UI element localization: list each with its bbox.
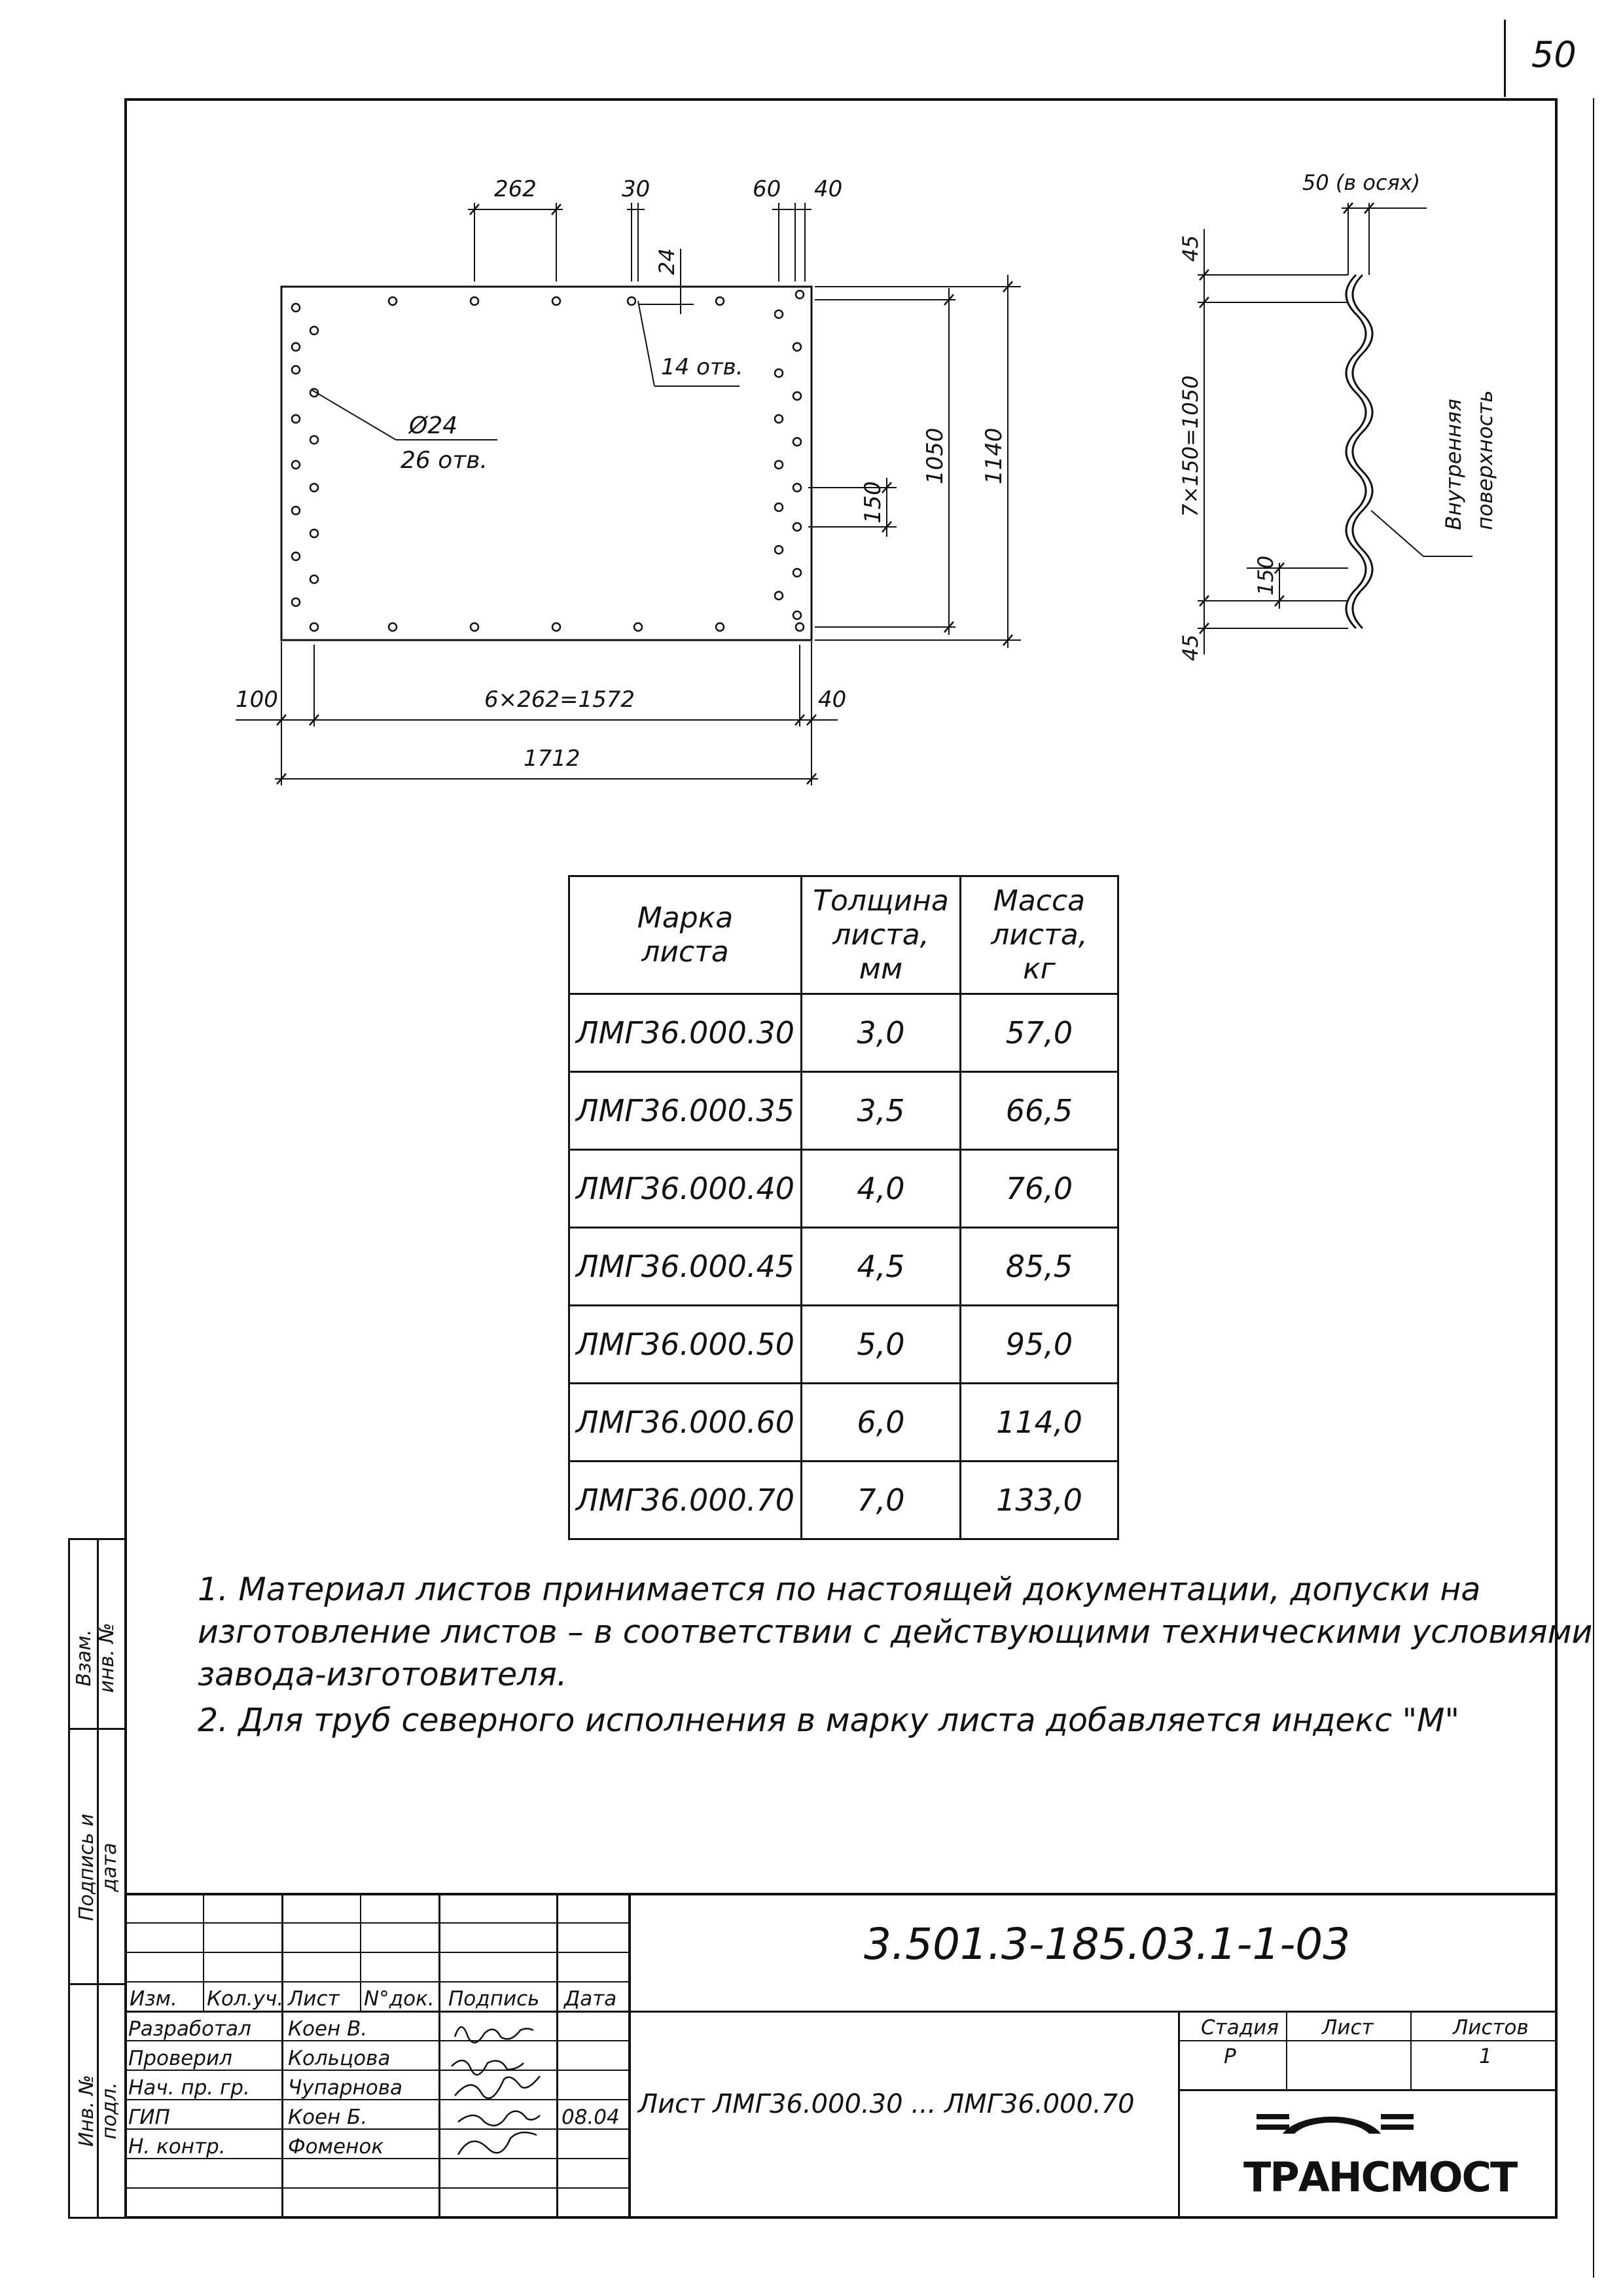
name-0: Коен В. (288, 2017, 368, 2041)
hdr-list: Лист (288, 1987, 340, 2011)
dim-30: 30 (622, 176, 651, 202)
hdr-mark: Марка листа (569, 876, 802, 994)
dim-1712: 1712 (524, 745, 580, 772)
title-block (124, 1893, 1558, 2219)
drawing-number: 3.501.3-185.03.1-1-03 (864, 1919, 1351, 1969)
role-0: Разработал (128, 2017, 251, 2041)
dim-dia: Ø24 (409, 412, 458, 439)
sheet-outline (281, 287, 812, 640)
dim-150: 150 (860, 481, 886, 524)
dim-150b: 150 (1253, 555, 1278, 596)
dim-40: 40 (814, 176, 843, 202)
dim-262: 262 (494, 176, 537, 202)
table-row: ЛМГ36.000.60 6,0 114,0 (569, 1384, 1118, 1462)
role-1: Проверил (128, 2047, 232, 2070)
hdr-data: Дата (564, 1987, 617, 2011)
hdr-listov: Листов (1453, 2016, 1529, 2039)
dim-60: 60 (753, 176, 781, 202)
hdr-koluch: Кол.уч. (207, 1987, 284, 2011)
role-2: Нач. пр. гр. (128, 2076, 250, 2100)
dim-1050: 1050 (922, 427, 948, 484)
note-line-3: завода-изготовителя. (198, 1656, 567, 1693)
hdr-thickness: Толщина листа, мм (802, 876, 961, 994)
role-3: ГИП (128, 2106, 170, 2129)
dim-24: 24 (654, 248, 679, 275)
side-divider-1 (68, 1728, 124, 1730)
dim-40b: 40 (818, 687, 847, 713)
name-4: Фоменок (288, 2135, 384, 2159)
table-row: ЛМГ36.000.30 3,0 57,0 (569, 994, 1118, 1072)
company-logo-mark (1243, 2101, 1505, 2153)
table-row: ЛМГ36.000.40 4,0 76,0 (569, 1150, 1118, 1228)
dim-45a: 45 (1178, 235, 1203, 262)
note-line-1: 1. Материал листов принимается по настоящей документации, допуски на (198, 1571, 1481, 1608)
val-listov: 1 (1479, 2045, 1492, 2068)
dim-100: 100 (236, 687, 278, 713)
hdr-izm: Изм. (130, 1987, 177, 2011)
note-line-2: изготовление листов – в соответствии с действующими техническими условиями (198, 1613, 1593, 1651)
signatures (442, 2014, 556, 2164)
hdr-list2: Лист (1322, 2016, 1374, 2039)
table-row: ЛМГ36.000.45 4,5 85,5 (569, 1228, 1118, 1306)
dim-pitch: 50 (в осях) (1302, 170, 1421, 195)
dim-14-holes: 14 отв. (661, 354, 743, 380)
label-inner-1: Внутренняя (1441, 399, 1466, 530)
sign-date: 08.04 (562, 2106, 620, 2129)
hdr-mass: Масса листа, кг (961, 876, 1118, 994)
dim-7x150: 7×150=1050 (1178, 375, 1203, 517)
hdr-ndok: N°док. (364, 1987, 435, 2011)
corrugation-wave (1346, 275, 1366, 628)
side-vzam: Взам. инв. № (73, 1623, 118, 1693)
table-row: ЛМГ36.000.70 7,0 133,0 (569, 1462, 1118, 1539)
name-2: Чупарнова (288, 2076, 403, 2100)
note-line-4: 2. Для труб северного исполнения в марку листа добавляется индекс "М" (198, 1702, 1459, 1739)
side-divider-2 (68, 1983, 124, 1985)
company-logo-text: ТРАНСМОСТ (1243, 2153, 1517, 2201)
side-podpis: Подпись и дата (75, 1814, 121, 1921)
sheet-plan-drawing (0, 0, 1623, 851)
hdr-podpis: Подпись (448, 1987, 540, 2011)
sheet-title: Лист ЛМГ36.000.30 ... ЛМГ36.000.70 (638, 2089, 1135, 2119)
dim-6x262: 6×262=1572 (484, 687, 635, 713)
role-4: Н. контр. (128, 2135, 226, 2159)
dim-1140: 1140 (981, 427, 1007, 484)
spec-header-row (569, 876, 1118, 994)
dim-45b: 45 (1178, 634, 1203, 661)
dim-26-holes: 26 отв. (401, 447, 488, 474)
hdr-stadiya: Стадия (1201, 2016, 1279, 2039)
page-number: 50 (1531, 34, 1577, 75)
side-inv: Инв. № подл. (75, 2075, 121, 2147)
table-row: ЛМГ36.000.50 5,0 95,0 (569, 1306, 1118, 1384)
label-inner-2: поверхность (1472, 390, 1497, 530)
name-1: Кольцова (288, 2047, 391, 2070)
val-stadiya: Р (1224, 2045, 1236, 2068)
table-row: ЛМГ36.000.35 3,5 66,5 (569, 1072, 1118, 1150)
spec-table (568, 875, 1119, 1540)
name-3: Коен Б. (288, 2106, 368, 2129)
